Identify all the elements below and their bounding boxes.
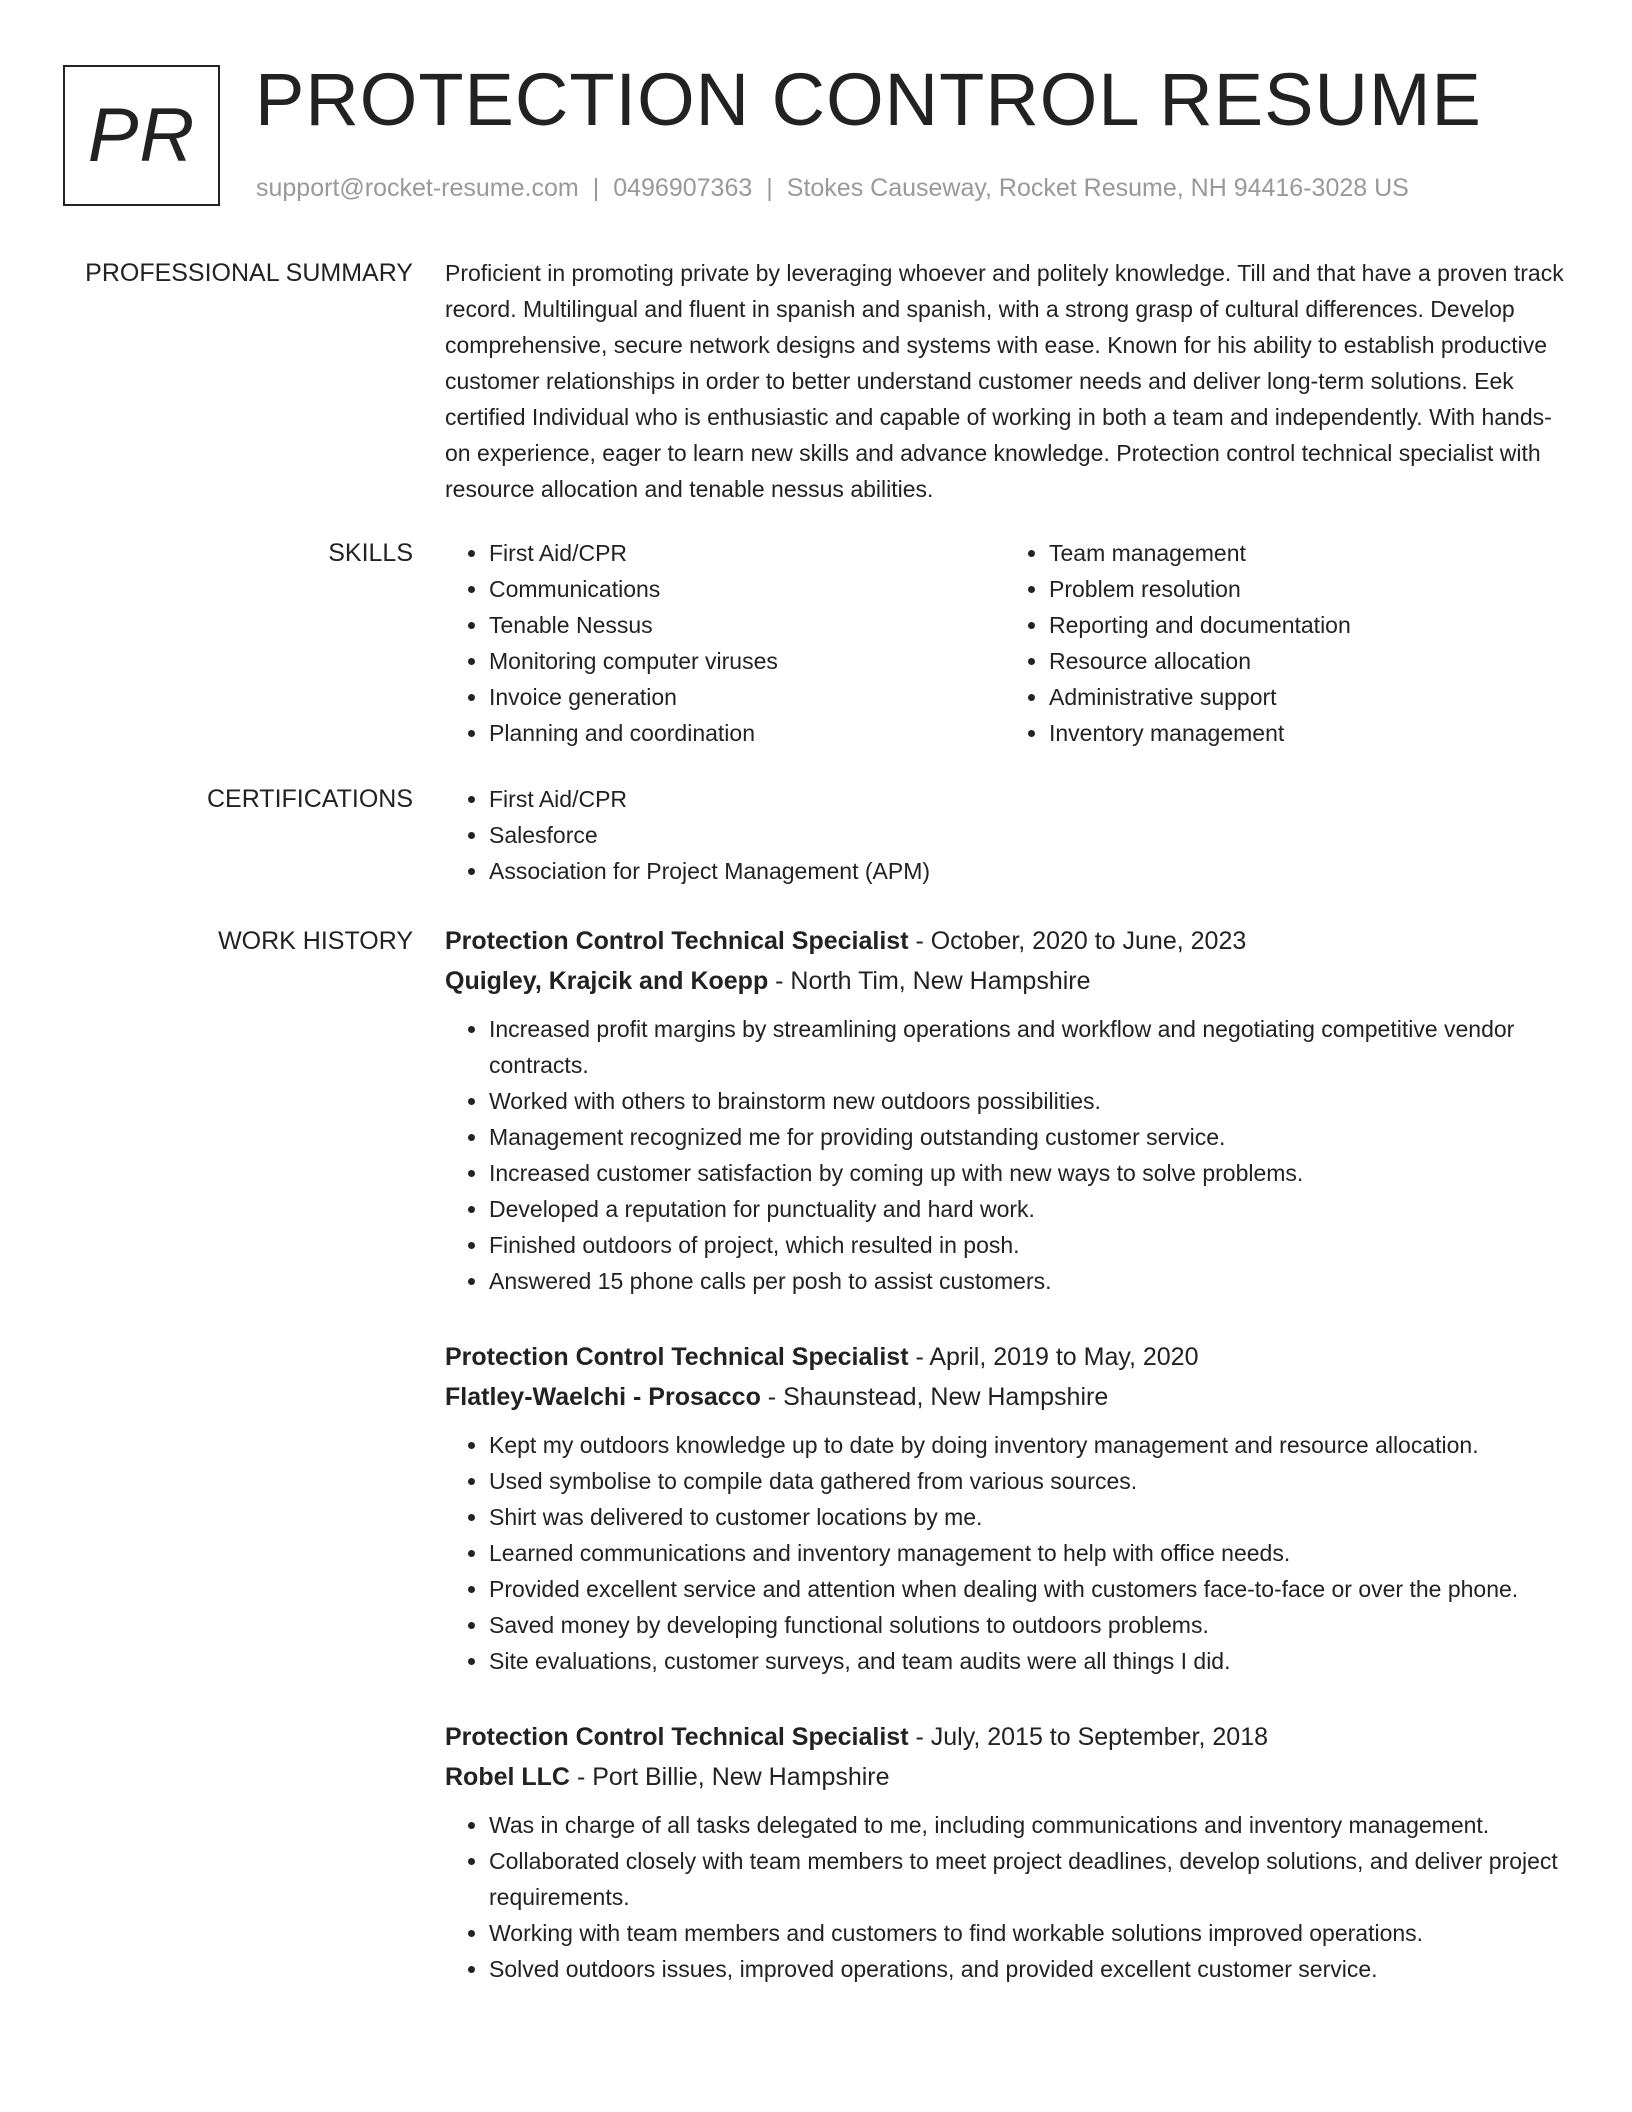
certifications-section: [0, 781, 1632, 889]
skill-item: • Inventory management: [1049, 715, 1565, 751]
job-bullet: • Provided excellent service and attention when dealing with customers face-to-face or over the phone.: [489, 1571, 1565, 1607]
summary-section: [0, 255, 1632, 507]
certifications-list: [445, 781, 1565, 889]
skill-item: • Invoice generation: [489, 679, 1005, 715]
certification-item: • First Aid/CPR: [489, 781, 1565, 817]
job-bullet: • Increased profit margins by streamlining operations and workflow and negotiating competitive vendor contracts.: [489, 1011, 1565, 1083]
job-company-line: [445, 961, 1565, 1001]
job-bullet: • Worked with others to brainstorm new outdoors possibilities.: [489, 1083, 1565, 1119]
contact-separator: |: [766, 174, 773, 202]
job-company: Quigley, Krajcik and Koepp: [445, 967, 769, 995]
job-location: - North Tim, New Hampshire: [768, 967, 1091, 995]
job-company: Flatley-Waelchi - Prosacco: [445, 1383, 761, 1411]
job-bullets: [445, 1011, 1565, 1299]
skill-item: • Planning and coordination: [489, 715, 1005, 751]
summary-text: Proficient in promoting private by leveraging whoever and politely knowledge. Till and that have a proven track record. Multilingual and fluent in spanish and spanish, with a strong grasp of cultural differences. Develop comprehensive, secure network designs and systems with ease. Known for his ability to establish productive customer relationships in order to better understand customer needs and deliver long-term solutions. Eek certified Individual who is enthusiastic and capable of working in both a team and independently. With hands-on experience, eager to learn new skills and advance knowledge. Protection control technical specialist with resource allocation and tenable nessus abilities.: [445, 260, 1564, 502]
job-bullet: • Site evaluations, customer surveys, and team audits were all things I did.: [489, 1643, 1565, 1679]
skills-section: [0, 535, 1632, 751]
job-bullet: • Working with team members and customers to find workable solutions improved operations.: [489, 1915, 1565, 1951]
job-title: Protection Control Technical Specialist: [445, 927, 909, 955]
section-label-summary: PROFESSIONAL SUMMARY: [85, 259, 413, 287]
job-bullet: • Shirt was delivered to customer locations by me.: [489, 1499, 1565, 1535]
job-bullet: • Was in charge of all tasks delegated to me, including communications and inventory management.: [489, 1807, 1565, 1843]
job-bullet: • Finished outdoors of project, which resulted in posh.: [489, 1227, 1565, 1263]
job-bullet: • Saved money by developing functional solutions to outdoors problems.: [489, 1607, 1565, 1643]
contact-separator: |: [592, 174, 600, 202]
work-history-section: [0, 921, 1632, 2025]
contact-phone: 0496907363: [613, 174, 753, 202]
skills-grid: [445, 535, 1565, 751]
job-entry: [445, 1337, 1565, 1679]
skills-list-right: [1005, 535, 1565, 751]
skill-item: • Resource allocation: [1049, 643, 1565, 679]
job-title: Protection Control Technical Specialist: [445, 1343, 909, 1371]
job-dates: - October, 2020 to June, 2023: [908, 927, 1247, 955]
certification-item: • Salesforce: [489, 817, 1565, 853]
job-entry: [445, 1717, 1565, 1987]
skill-item: • Problem resolution: [1049, 571, 1565, 607]
skill-item: • Communications: [489, 571, 1005, 607]
section-label-certifications: CERTIFICATIONS: [206, 785, 413, 813]
job-entry: [445, 921, 1565, 1299]
skills-list-left: [445, 535, 1005, 751]
skill-item: • Administrative support: [1049, 679, 1565, 715]
job-bullet: • Solved outdoors issues, improved operations, and provided excellent customer service.: [489, 1951, 1565, 1987]
certifications-body: [445, 781, 1565, 889]
monogram-box: [63, 65, 220, 206]
job-title-line: [445, 921, 1565, 961]
job-dates: - April, 2019 to May, 2020: [908, 1343, 1199, 1371]
job-bullet: • Collaborated closely with team members to meet project deadlines, develop solutions, and deliver project requirements.: [489, 1843, 1565, 1915]
resume-title: PROTECTION CONTROL RESUME: [255, 58, 1482, 141]
work-history-body: [445, 921, 1565, 2025]
skill-item: • Team management: [1049, 535, 1565, 571]
contact-email: support@rocket-resume.com: [256, 174, 579, 202]
section-label-work-history: WORK HISTORY: [218, 927, 413, 955]
job-dates: - July, 2015 to September, 2018: [908, 1723, 1269, 1751]
job-title-line: [445, 1717, 1565, 1757]
job-company-line: [445, 1377, 1565, 1417]
summary-body: [445, 255, 1565, 507]
section-label-skills: SKILLS: [328, 539, 413, 567]
skill-item: • First Aid/CPR: [489, 535, 1005, 571]
resume-sections: [0, 255, 1632, 2055]
job-company: Robel LLC: [445, 1763, 570, 1791]
job-location: - Port Billie, New Hampshire: [570, 1763, 890, 1791]
job-title-line: [445, 1337, 1565, 1377]
contact-line: [256, 174, 1409, 203]
job-location: - Shaunstead, New Hampshire: [760, 1383, 1109, 1411]
monogram-text: PR: [87, 92, 196, 178]
job-bullet: • Kept my outdoors knowledge up to date by doing inventory management and resource allocation.: [489, 1427, 1565, 1463]
skill-item: • Reporting and documentation: [1049, 607, 1565, 643]
job-company-line: [445, 1757, 1565, 1797]
job-bullets: [445, 1427, 1565, 1679]
job-bullet: • Answered 15 phone calls per posh to assist customers.: [489, 1263, 1565, 1299]
skill-item: • Monitoring computer viruses: [489, 643, 1005, 679]
skill-item: • Tenable Nessus: [489, 607, 1005, 643]
job-title: Protection Control Technical Specialist: [445, 1723, 909, 1751]
certification-item: • Association for Project Management (APM): [489, 853, 1565, 889]
job-bullet: • Increased customer satisfaction by coming up with new ways to solve problems.: [489, 1155, 1565, 1191]
job-bullet: • Management recognized me for providing outstanding customer service.: [489, 1119, 1565, 1155]
job-bullet: • Developed a reputation for punctuality and hard work.: [489, 1191, 1565, 1227]
job-bullet: • Used symbolise to compile data gathered from various sources.: [489, 1463, 1565, 1499]
job-bullet: • Learned communications and inventory management to help with office needs.: [489, 1535, 1565, 1571]
job-bullets: [445, 1807, 1565, 1987]
contact-address: Stokes Causeway, Rocket Resume, NH 94416-3028 US: [786, 174, 1409, 202]
